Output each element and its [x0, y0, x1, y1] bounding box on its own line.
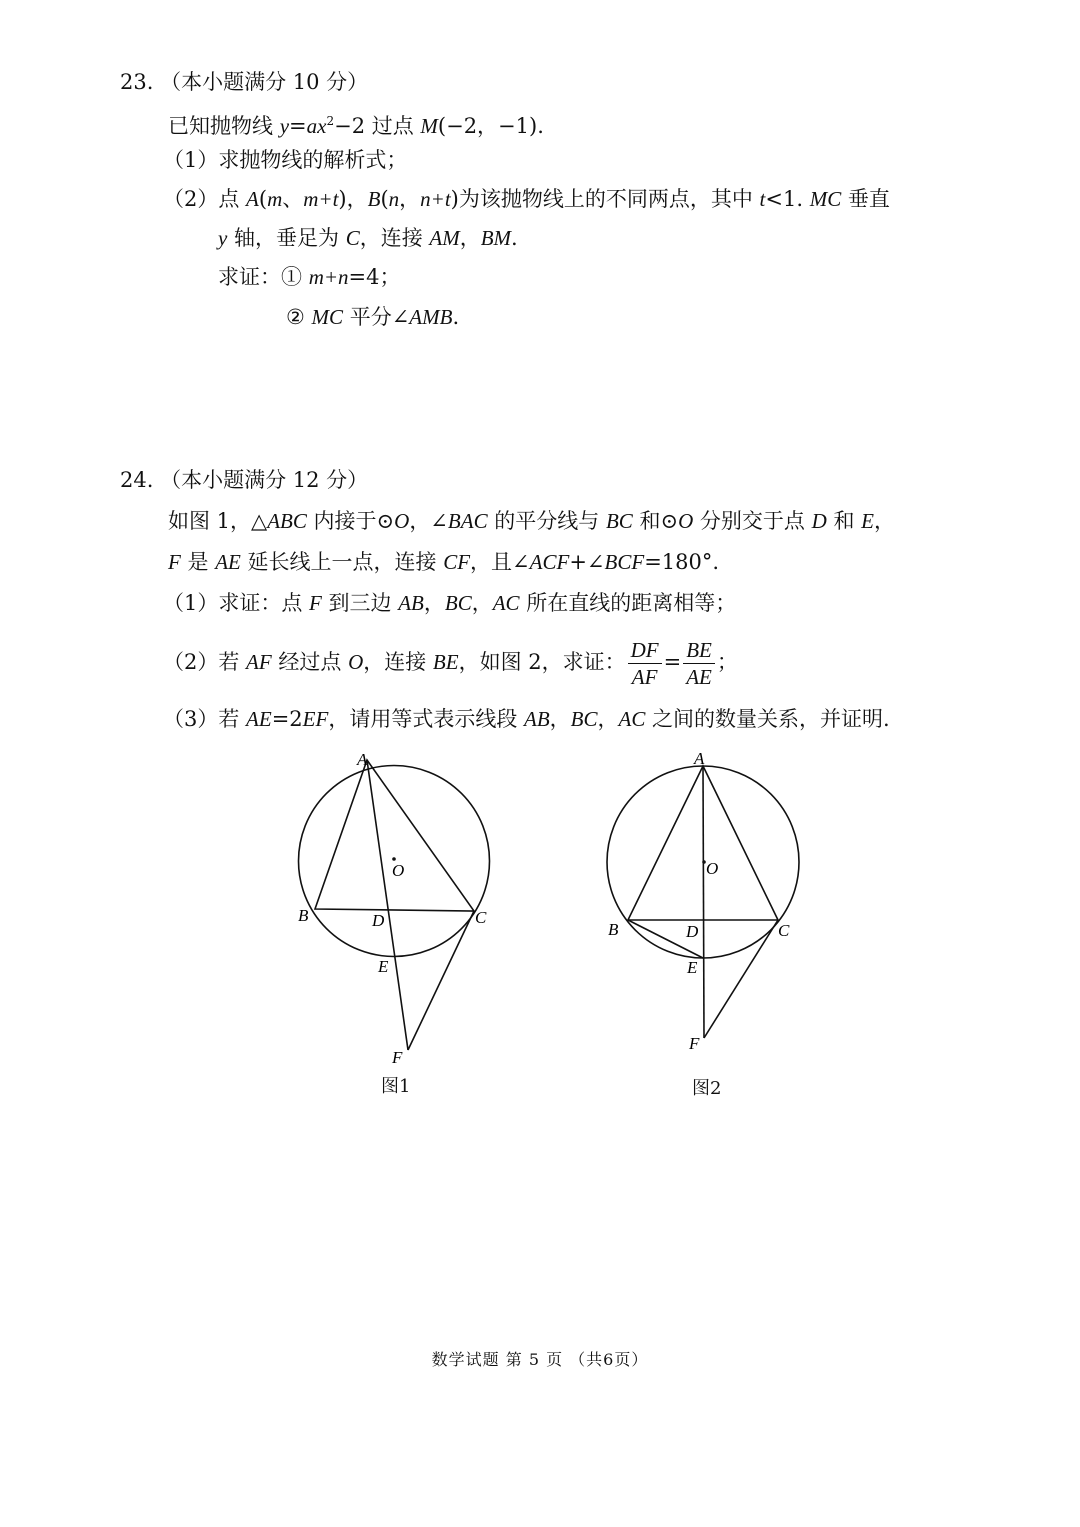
q24-part1: （1）求证：点 F 到三边 AB，BC，AC 所在直线的距离相等； [163, 591, 737, 615]
q24-part3: （3）若 AE=2EF，请用等式表示线段 AB，BC，AC 之间的数量关系，并证明. [163, 707, 890, 731]
figure-2 [595, 740, 825, 1074]
label-f: F [689, 1034, 700, 1053]
q23-heading: 23. （本小题满分 10 分） [120, 70, 369, 94]
label-d: D [372, 911, 385, 930]
figure-1 [280, 740, 510, 1084]
label-c: C [475, 908, 487, 927]
segment-af [703, 766, 704, 1038]
q24-heading: 24. （本小题满分 12 分） [120, 468, 369, 492]
q23-part2: （2）点 A(m、m+t)，B(n，n+t)为该抛物线上的不同两点，其中 t<1. MC 垂直 [163, 187, 890, 211]
q23-proof2: ② MC 平分∠AMB. [286, 305, 460, 329]
page-footer: 数学试题 第 5 页 （共6页） [431, 1350, 649, 1369]
fraction-be-ae: $\frac{BE}{AE}$ [683, 637, 715, 690]
figure-2-diagram [595, 740, 825, 1070]
q23-part1: （1）求抛物线的解析式； [163, 148, 408, 172]
label-a: A [694, 749, 705, 768]
q23-stem: 已知抛物线 $y=ax^2-2$ 过点 M(−2，−1). [168, 114, 544, 138]
label-f: F [392, 1048, 403, 1067]
label-c: C [778, 921, 790, 940]
q23-proof1: 求证：① m+n=4； [218, 265, 401, 289]
label-e: E [687, 958, 698, 977]
figure-1-caption: 图1 [381, 1076, 411, 1097]
label-o: O [392, 861, 405, 880]
label-e: E [378, 957, 389, 976]
label-b: B [608, 920, 619, 939]
segment-cf [704, 920, 778, 1038]
q24-line2: F 是 AE 延长线上一点，连接 CF，且∠ACF+∠BCF=180°. [168, 550, 720, 574]
figure-1-diagram [280, 740, 510, 1080]
q24-part2: （2）若 AF 经过点 O，连接 BE，如图 2，求证： $\frac{DF}{AF}$ = $\frac{BE}{AE}$ ； [163, 638, 738, 689]
q24-line1: 如图 1，△ABC 内接于⊙O，∠BAC 的平分线与 BC 和⊙O 分别交于点 D 和 E， [168, 509, 895, 533]
segment-cf [408, 911, 474, 1050]
fraction-df-af: $\frac{DF}{AF}$ [628, 637, 662, 690]
q23-part2-cont: y 轴，垂足为 C，连接 AM，BM. [218, 226, 518, 250]
label-o: O [706, 859, 719, 878]
label-a: A [357, 750, 368, 769]
segment-af [367, 760, 408, 1050]
label-b: B [298, 906, 309, 925]
figure-2-caption: 图2 [692, 1078, 722, 1099]
label-d: D [686, 922, 699, 941]
